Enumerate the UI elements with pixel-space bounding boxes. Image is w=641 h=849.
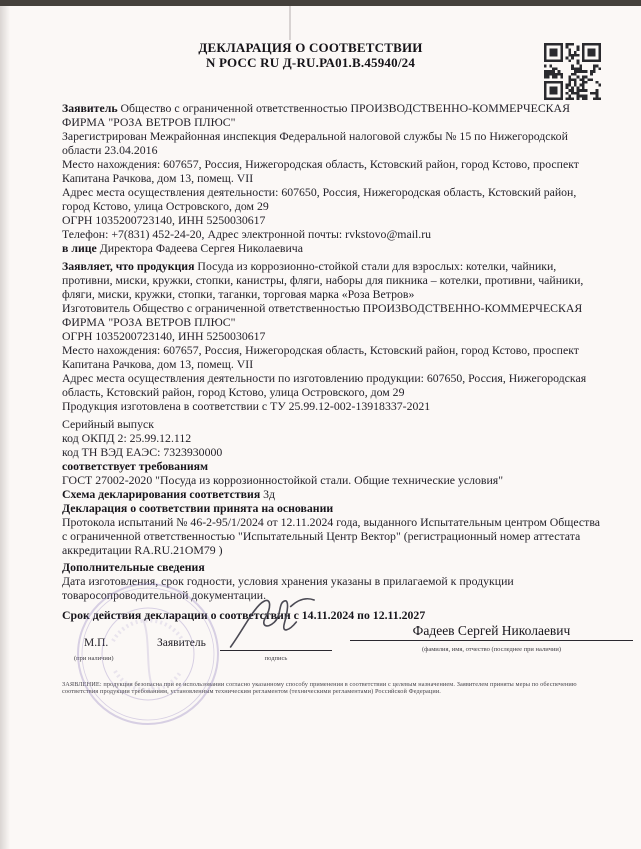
represented-label: в лице xyxy=(62,241,97,255)
additional-label xyxy=(62,560,603,574)
manufacturer-tu: Продукция изготовлена в соответствии с ТУ 25.99.12-002-13918337-2021 xyxy=(62,399,431,413)
product-description: Посуда из коррозионно-стойкой стали для взрослых: котелки, чайники, противни, миски, кружки, стопки, канистры, фляги, наборы для пикника – котелки, противни, чайники, фляги, миски, кружки, стопки, таганки, торговая марка «Роза Ветров» xyxy=(62,259,584,301)
applicant-activity-address: Адрес места осуществления деятельности: 607650, Россия, Нижегородская область, Кстовский район, город Кстово, улица Островского, дом 29 xyxy=(62,185,577,213)
declaration-scheme xyxy=(62,487,603,501)
document-title xyxy=(40,40,581,70)
okpd-code: код ОКПД 2: 25.99.12.112 xyxy=(62,431,192,445)
applicant-paragraph xyxy=(62,101,603,129)
stamp-place-note: (при наличии) xyxy=(74,655,114,662)
disclaimer-line1: ЗАЯВЛЕНИЕ: продукция безопасна при ее использовании согласно указанному способу применения в соответствии с целевым назначением. Заявителем приняты меры по обеспечению xyxy=(62,681,577,688)
signature-field xyxy=(220,632,332,666)
manufacturer-paragraph xyxy=(62,301,603,329)
basis-label xyxy=(62,501,603,515)
qr-code-icon xyxy=(544,43,601,100)
signature-row xyxy=(62,623,603,676)
signatory-name-line xyxy=(350,638,633,641)
signatory-name-field xyxy=(350,624,633,657)
additional-label-text: Дополнительные сведения xyxy=(62,560,205,574)
manufacturer-label: Изготовитель xyxy=(62,301,130,315)
manufacturer-location: Место нахождения: 607657, Россия, Нижегородская область, Кстовский район, город Кстово, проспект Капитана Рачкова, дом 13, помещ. VII xyxy=(62,343,579,371)
signature-line xyxy=(220,632,332,651)
signature-applicant-label: Заявитель xyxy=(157,637,206,649)
signatory-name: Фадеев Сергей Николаевич xyxy=(412,623,571,638)
document-body xyxy=(62,101,603,695)
declaration-number: N РОСС RU Д-RU.РА01.В.45940/24 xyxy=(205,55,416,70)
applicant-phone-email: Телефон: +7(831) 452-24-20, Адрес электронной почты: rvkstovo@mail.ru xyxy=(62,227,432,241)
serial-release: Серийный выпуск xyxy=(62,417,154,431)
legal-disclaimer xyxy=(62,681,603,695)
manufacturer-name: Общество с ограниченной ответственностью ПРОИЗВОДСТВЕННО-КОММЕРЧЕСКАЯ ФИРМА "РОЗА ВЕТРОВ ПЛЮС" xyxy=(62,301,583,329)
validity-period xyxy=(62,608,603,622)
product-paragraph xyxy=(62,259,603,301)
stamp-place-label: М.П. xyxy=(84,637,109,649)
applicant-registered: Зарегистрирован Межрайонная инспекция Федеральной налоговой службы № 15 по Нижегородской области 23.04.2016 xyxy=(62,129,568,157)
applicant-name: Общество с ограниченной ответственностью ПРОИЗВОДСТВЕННО-КОММЕРЧЕСКАЯ ФИРМА "РОЗА ВЕТРОВ ПЛЮС" xyxy=(62,101,570,129)
compliance-label-text: соответствует требованиям xyxy=(62,459,209,473)
document-page xyxy=(0,6,641,849)
tnved-code: код ТН ВЭД ЕАЭС: 7323930000 xyxy=(62,445,223,459)
signatory-name-caption: (фамилия, имя, отчество (последнее при наличии) xyxy=(421,646,562,653)
title-line1: ДЕКЛАРАЦИЯ О СООТВЕТСТВИИ xyxy=(198,40,423,55)
applicant-representative xyxy=(62,241,603,255)
applicant-label: Заявитель xyxy=(62,101,118,115)
compliance-label xyxy=(62,459,603,473)
additional-text: Дата изготовления, срок годности, условия хранения указаны в прилагаемой к продукции товаросопроводительной документации. xyxy=(62,574,514,602)
gost-reference: ГОСТ 27002-2020 "Посуда из коррозионностойкой стали. Общие технические условия" xyxy=(62,473,504,487)
validity-text: Срок действия декларации о соответствии с 14.11.2024 по 12.11.2027 xyxy=(62,608,426,622)
applicant-location: Место нахождения: 607657, Россия, Нижегородская область, Кстовский район, город Кстово, проспект Капитана Рачкова, дом 13, помещ. VII xyxy=(62,157,579,185)
scheme-value: 3д xyxy=(263,487,276,501)
manufacturer-ogrn-inn: ОГРН 1035200723140, ИНН 5250030617 xyxy=(62,329,266,343)
manufacturer-activity-address: Адрес места осуществления деятельности по изготовлению продукции: 607650, Россия, Нижегородская область, Кстовский район, город Кстово, улица Островского, дом 29 xyxy=(62,371,587,399)
represented-name: Директора Фадеева Сергея Николаевича xyxy=(99,241,303,255)
basis-text: Протокола испытаний № 46-2-95/1/2024 от 12.11.2024 года, выданного Испытательным центром Общества с ограниченной ответственностью "Испытательный Центр Вектор" (регистрационный номер аттестата аккредитации RA.RU.21ОМ79 ) xyxy=(62,515,600,557)
scheme-label: Схема декларирования соответствия xyxy=(62,487,261,501)
scan-shadow-left xyxy=(0,6,10,849)
applicant-ogrn-inn: ОГРН 1035200723140, ИНН 5250030617 xyxy=(62,213,266,227)
signature-caption: подпись xyxy=(264,655,288,662)
product-label: Заявляет, что продукция xyxy=(62,259,195,273)
basis-label-text: Декларация о соответствии принята на основании xyxy=(62,501,334,515)
paper-fold-line xyxy=(289,6,291,40)
disclaimer-line2: соответствия продукции требованиям, установленным техническим регламентом (техническими регламентами) Российской Федерации. xyxy=(62,688,441,695)
